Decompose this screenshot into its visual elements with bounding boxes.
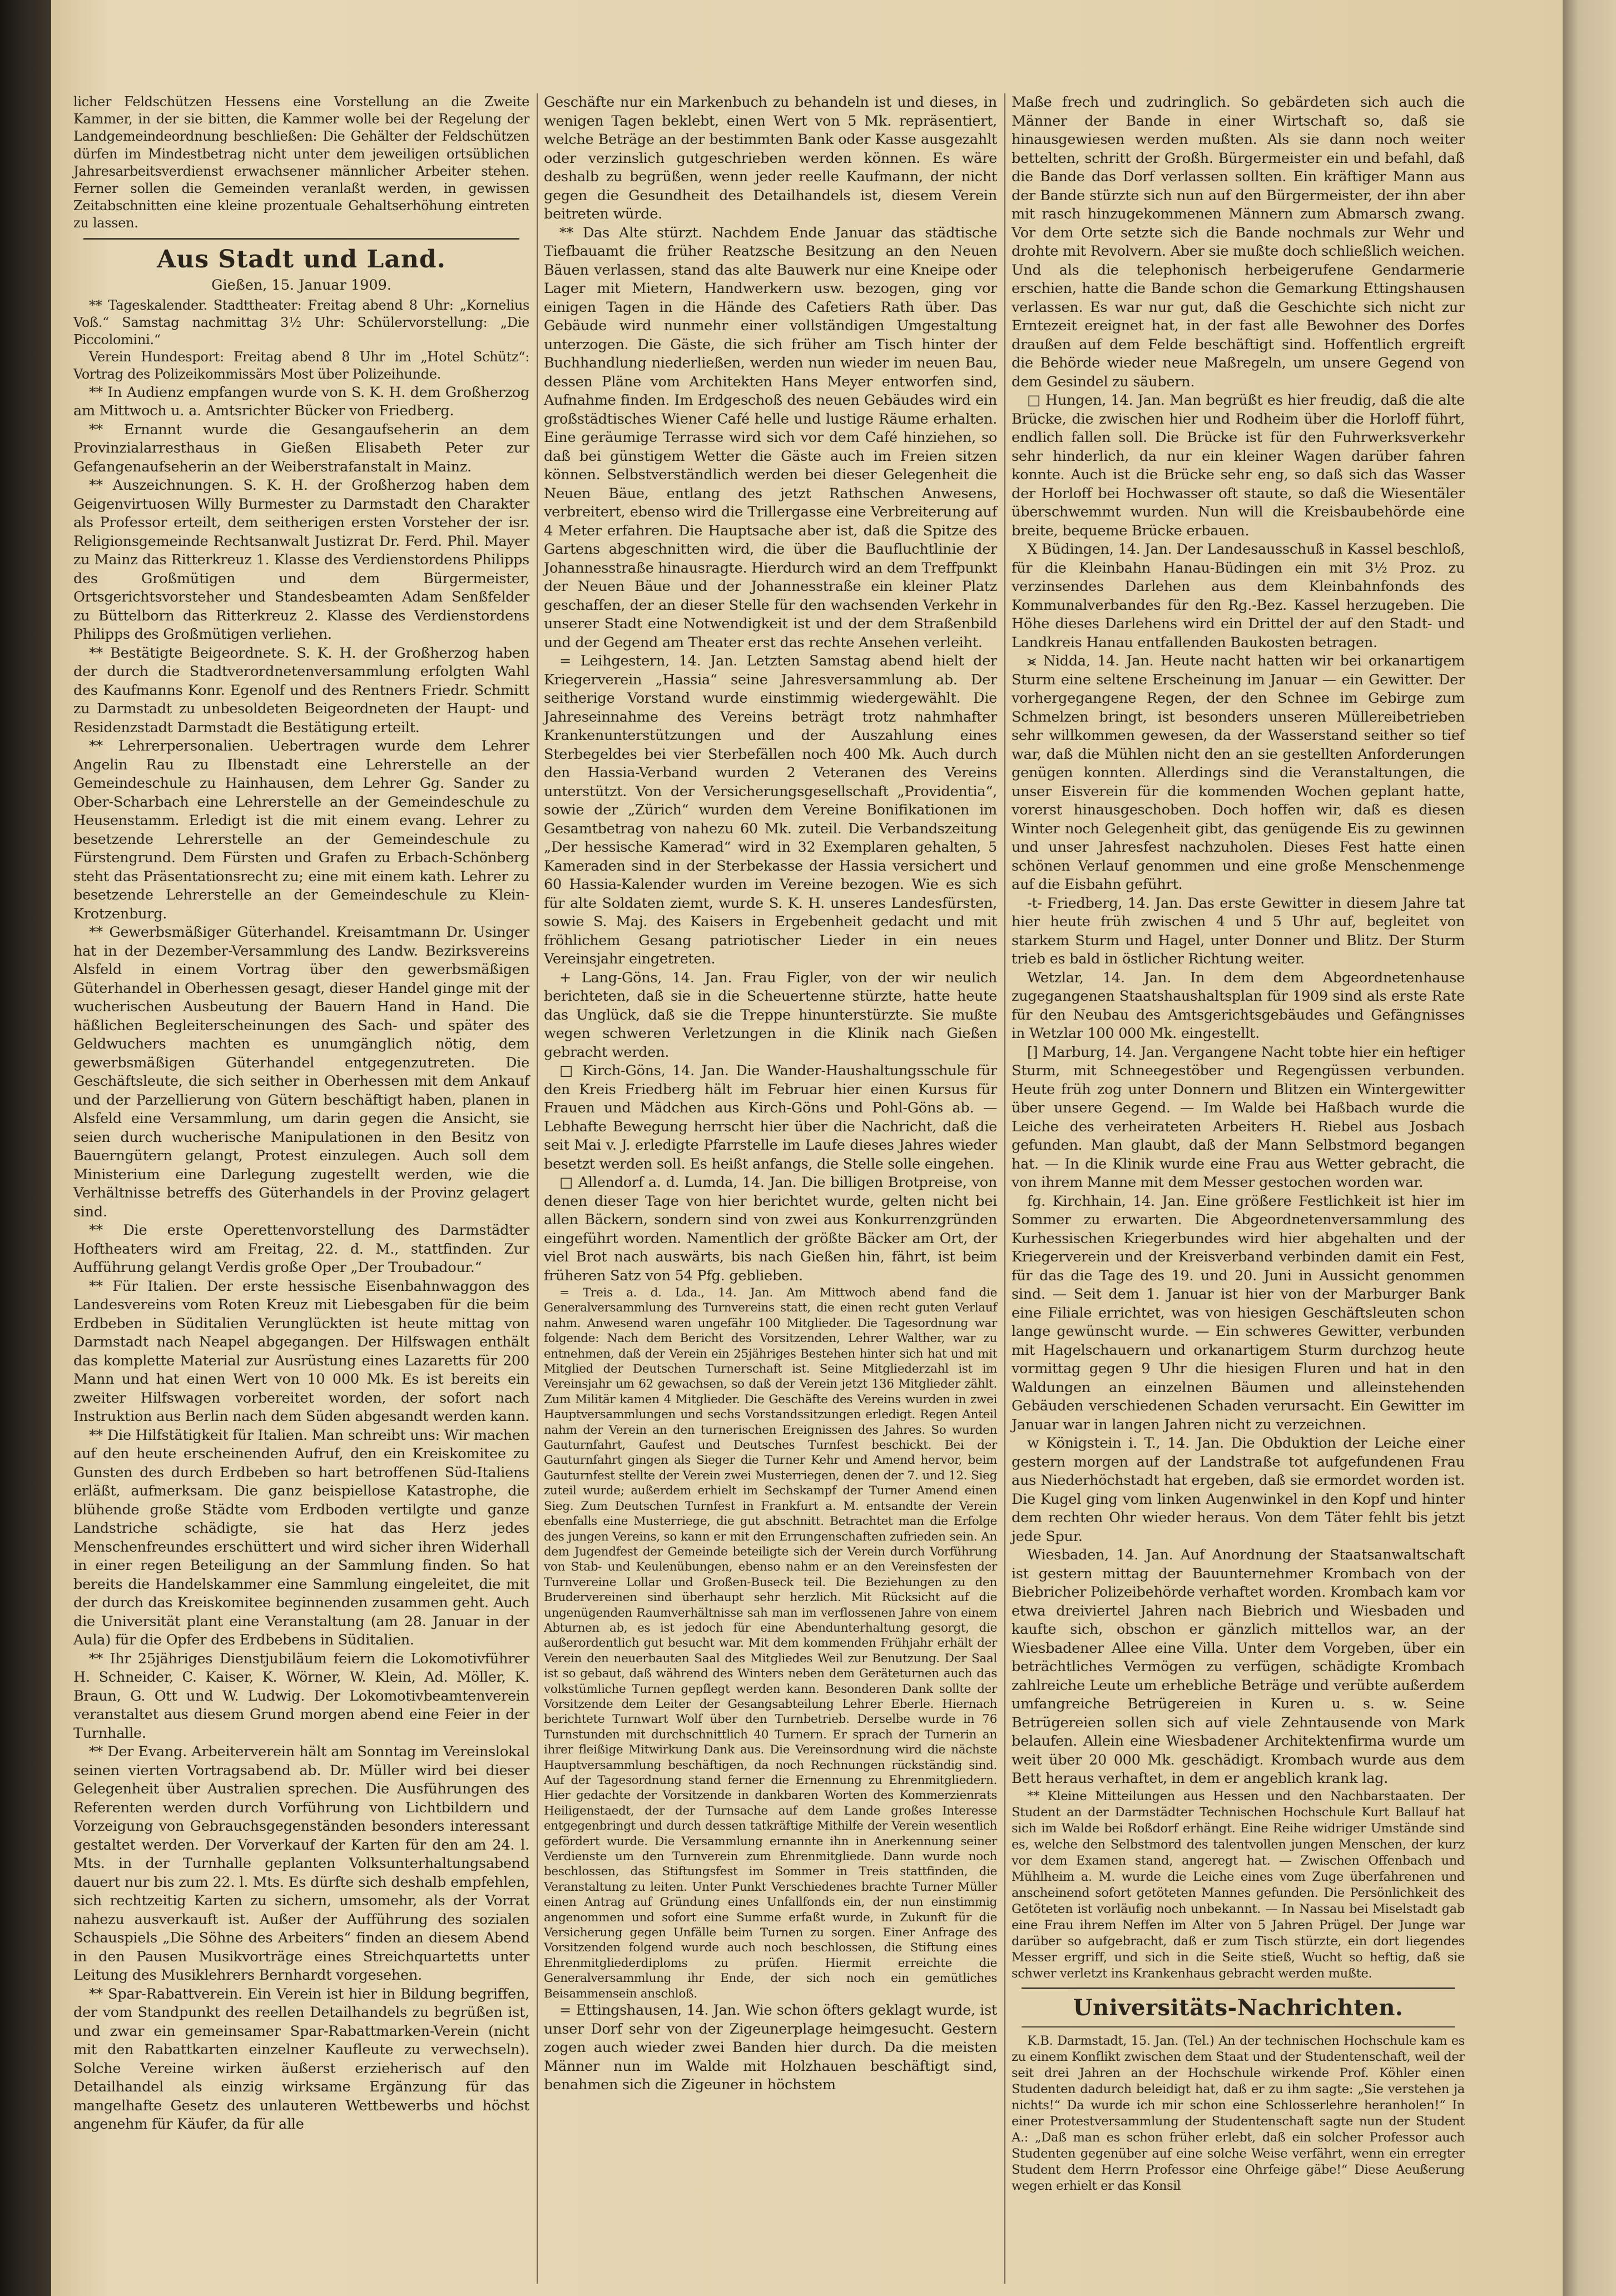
section-divider [1022,1987,1455,1989]
article-paragraph: ⪤ Nidda, 14. Jan. Heute nacht hatten wir bei orkanartigem Sturm eine seltene Erscheinung im Januar — ein Gewitter. Der vorhergegangene Regen, der den Schnee im Gebirge zum Schmelzen bringt, ist besonders unseren Müllereibetrieben sehr willkommen gewesen, da der Wasserstand seither so tief war, daß die Mühlen nicht den an sie gestellten Anforderungen genügen konnten. Allerdings sind die Veranstaltungen, die unser Eisverein für die kommenden Wochen geplant hatte, vorerst hinausgeschoben. Doch hoffen wir, daß es diesen Winter noch Gelegenheit gibt, das genügende Eis zu gewinnen und unser Jahresfest nachzuholen. Dieses Fest hatte einen schönen Verlauf genommen und eine große Menschenmenge auf die Eisbahn geführt. [1012,653,1465,893]
column-3 [1012,93,1465,2194]
article-paragraph: ** Tageskalender. Stadttheater: Freitag abend 8 Uhr: „Kornelius Voß.“ Samstag nachmittag 3½ Uhr: Schülervorstellung: „Die Piccolomini.“ [73,297,529,348]
article-paragraph: ** Für Italien. Der erste hessische Eisenbahnwaggon des Landesvereins vom Roten Kreuz mit Liebesgaben für die beim Erdbeben in Süditalien Verunglückten ist heute mittag von Darmstadt nach Neapel abgegangen. Der Hilfswagen enthält das komplette Material zur Ausrüstung eines Lazaretts für 200 Mann und hat einen Wert von 10 000 Mk. Es ist bereits ein zweiter Hilfswagen vorbereitet worden, der sofort nach Instruktion aus Berlin nach dem Süden abgesandt werden kann. [73,1278,529,1425]
section-divider [83,238,519,240]
article-paragraph: ** Kleine Mitteilungen aus Hessen und den Nachbarstaaten. Der Student an der Darmstädter Technischen Hochschule Kurt Ballauf hat sich im Walde bei Roßdorf erhängt. Eine Reihe widriger Umstände sind es, welche den Selbstmord des talentvollen jungen Menschen, der kurz vor dem Examen stand, angeregt hat. — Zwischen Offenbach und Mühlheim a. M. wurde die Leiche eines vom Zuge überfahrenen und anscheinend sofort getöteten Mannes gefunden. Die Persönlichkeit des Getöteten ist vorläufig noch unbekannt. — In Nassau bei Miselstadt gab eine Frau ihrem Neffen im Alter von 5 Jahren Prügel. Der Junge war darüber so aufgebracht, daß er zum Tisch stürzte, ein dort liegendes Messer ergriff, und sich in die Seite stieß, Wucht so heftig, daß sie schwer verletzt ins Krankenhaus gebracht werden mußte. [1012,1788,1465,1981]
article-paragraph: ** Die erste Operettenvorstellung des Darmstädter Hoftheaters wird am Freitag, 22. d. M., stattfinden. Zur Aufführung gelangt Verdis große Oper „Der Troubadour.“ [73,1222,529,1276]
article-paragraph: ** Gewerbsmäßiger Güterhandel. Kreisamtmann Dr. Usinger hat in der Dezember-Versammlung des Landw. Bezirksvereins Alsfeld in einem Vortrag über den gewerbsmäßigen Güterhandel in Oberhessen gesagt, dieser Handel ginge mit der wucherischen Ausbeutung der Bauern Hand in Hand. Die häßlichen Begleiterscheinungen des Sach- und später des Geldwuchers machten es unumgänglich nötig, dem gewerbsmäßigen Güterhandel entgegenzutreten. Die Geschäftsleute, die sich seither in Oberhessen mit dem Ankauf und der Parzellierung von Gütern beschäftigt haben, planen in Alsfeld eine Versammlung, um darin gegen die Ansicht, sie seien durch wucherische Manipulationen in den Besitz von Bauerngütern gelangt, Protest einzulegen. Auch soll dem Ministerium eine Darlegung zugestellt werden, wie die Verhältnisse betreffs des Güterhandels in der Provinz gelagert sind. [73,924,529,1220]
article-paragraph: ** Bestätigte Beigeordnete. S. K. H. der Großherzog haben der durch die Stadtverordnetenversammlung erfolgten Wahl des Kaufmanns Konr. Egenolf und des Rentners Friedr. Schmitt zu Darmstadt zu unbesoldeten Beigeordneten der Haupt- und Residenzstadt Darmstadt die Bestätigung erteilt. [73,644,529,736]
article-paragraph: + Lang-Göns, 14. Jan. Frau Figler, von der wir neulich berichteten, daß sie in die Scheuertenne stürzte, hatte heute das Unglück, daß sie die Treppe hinunterstürzte. Sie mußte wegen schweren Verletzungen in die Klinik nach Gießen gebracht werden. [544,969,997,1061]
article-paragraph: ** Spar-Rabattverein. Ein Verein ist hier in Bildung begriffen, der vom Standpunkt des reellen Detailhandels zu begrüßen ist, und zwar ein gemeinsamer Spar-Rabattmarken-Verein (nicht mit den Rabattkarten einzelner Kaufleute zu verwechseln). Solche Vereine wirken äußerst erzieherisch auf den Detailhandel als einzig wirksame Ergänzung für das mangelhafte Gesetz des unlauteren Wettbewerbs und höchst angenehm für Käufer, da für alle [73,1985,529,2133]
article-paragraph: ** In Audienz empfangen wurde von S. K. H. dem Großherzog am Mittwoch u. a. Amtsrichter Bücker von Friedberg. [73,384,529,420]
article-paragraph: ** Das Alte stürzt. Nachdem Ende Januar das städtische Tiefbauamt die früher Reatzsche Besitzung an den Neuen Bäuen verlassen, stand das alte Bauwerk nur eine Kneipe oder Lager mit Mietern, Handwerkern usw. bezogen, ging vor einigen Tagen in die Hände des Cafetiers Rath über. Das Gebäude wird nunmehr einer vollständigen Umgestaltung unterzogen. Die Gäste, die sich früher am Tisch hinter der Buchhandlung niederließen, werden nun wieder im neuen Bau, dessen Pläne vom Architekten Hans Meyer entworfen sind, Aufnahme finden. Im Erdgeschoß des neuen Gebäudes wird ein großstädtisches Wiener Café helle und lustige Räume erhalten. Eine geräumige Terrasse wird sich vor dem Café hinziehen, so daß bei günstigem Wetter die Gäste auch im Freien sitzen können. Selbstverständlich werden bei dieser Gelegenheit die Neuen Bäue, entlang des jetzt Rathschen Anwesens, verbreitert, ebenso wird die Trillergasse eine Verbreiterung auf 4 Meter erfahren. Die Hauptsache aber ist, daß die Spitze des Gartens abgeschnitten wird, die über die Baufluchtlinie der Johannesstraße hinausragte. Hierdurch wird an dem Treffpunkt der Neuen Bäue und der Johannesstraße ein kleiner Platz geschaffen, der an dieser Stelle für den wachsenden Verkehr in unserer Stadt eine Notwendigkeit ist und der dem Straßenbild und der Gegend am Theater erst das rechte Ansehen verleiht. [544,224,997,651]
article-paragraph: Maße frech und zudringlich. So gebärdeten sich auch die Männer der Bande in einer Wirtschaft so, daß sie hinausgewiesen werden mußten. Als sie dann noch weiter bettelten, schritt der Großh. Bürgermeister ein und befahl, daß die Bande das Dorf verlassen sollten. Ein kräftiger Mann aus der Bande stürzte sich nun auf den Bürgermeister, der ihn aber mit rasch hinzugekommenen Männern zum Abmarsch zwang. Vor dem Orte setzte sich die Bande nochmals zur Wehr und drohte mit Revolvern. Aber sie mußte doch schließlich weichen. Und als die telephonisch herbeigerufene Gendarmerie erschien, hatte die Bande schon die Gemarkung Ettingshausen verlassen. Es war nur gut, daß die Geschichte sich nicht zur Erntezeit ereignet hat, in der fast alle Bewohner des Dorfes draußen auf dem Felde beschäftigt sind. Hoffentlich ergreift die Behörde wieder neue Maßregeln, um unsere Gegend von dem Gesindel zu säubern. [1012,94,1465,390]
column-1-top-text: licher Feldschützen Hessens eine Vorstellung an die Zweite Kammer, in der sie bitten, die Kammer wolle bei der Regelung der Landgemeindeordnung beschließen: Die Gehälter der Feldschützen dürfen im Mindestbetrag nicht unter dem jeweiligen ortsüblichen Jahresarbeitsverdienst erwachsener männlicher Arbeiter stehen. Ferner sollen die Gemeinden veranlaßt werden, in gewissen Zeitabschnitten eine kleine prozentuale Gehaltserhöhung eintreten zu lassen. [73,94,529,231]
column-rule [1004,93,1005,2284]
article-paragraph: w Königstein i. T., 14. Jan. Die Obduktion der Leiche einer gestern morgen auf der Landstraße tot aufgefundenen Frau aus Niederhöchstadt hat ergeben, daß sie ermordet worden ist. Die Kugel ging vom linken Augenwinkel in den Kopf und hinter dem rechten Ohr wieder heraus. Von dem Täter fehlt bis jetzt jede Spur. [1012,1435,1465,1545]
article-paragraph: = Ettingshausen, 14. Jan. Wie schon öfters geklagt wurde, ist unser Dorf sehr von der Zigeunerplage heimgesucht. Gestern zogen auch wieder zwei Banden hier durch. Da die meisten Männer nun im Walde mit Holzhauen beschäftigt sind, benahmen sich die Zigeuner in höchstem [544,2002,997,2094]
article-paragraph: Verein Hundesport: Freitag abend 8 Uhr im „Hotel Schütz“: Vortrag des Polizeikommissärs Most über Polizeihunde. [73,349,529,382]
article-paragraph: [] Marburg, 14. Jan. Vergangene Nacht tobte hier ein heftiger Sturm, mit Schneegestöber und Regengüssen verbunden. Heute früh zog unter Donnern und Blitzen ein Wintergewitter über unsere Gegend. — Im Walde bei Haßbach wurde die Leiche des verheirateten Arbeiters H. Riebel aus Josbach gefunden. Man glaubt, daß der Mann Selbstmord begangen hat. — In die Klinik wurde eine Frau aus Wetter gebracht, die von ihrem Manne mit dem Messer gestochen worden war. [1012,1043,1465,1191]
article-paragraph: Wiesbaden, 14. Jan. Auf Anordnung der Staatsanwaltschaft ist gestern mittag der Bauunternehmer Krombach von der Biebricher Polizeibehörde verhaftet worden. Krombach kam vor etwa dreiviertel Jahren nach Biebrich und Wiesbaden und kaufte sich, obschon er gänzlich mittellos war, an der Wiesbadener Allee eine Villa. Unter dem Vorgeben, über ein beträchtliches Vermögen zu verfügen, schädigte Krombach zahlreiche Leute um erhebliche Beträge und verübte außerdem umfangreiche Betrügereien in Kuren u. s. w. Seine Betrügereien sollen sich auf viele Zehntausende von Mark belaufen. Allein eine Wiesbadener Architektenfirma wurde um weit über 20 000 Mk. geschädigt. Krombach wurde aus dem Bett heraus verhaftet, in dem er angeblich krank lag. [1012,1547,1465,1787]
column-rule [537,93,538,2284]
article-paragraph: Wetzlar, 14. Jan. In dem dem Abgeordnetenhause zugegangenen Staatshaushaltsplan für 1909 sind als erste Rate für den Neubau des Amtsgerichtsgebäudes und Gefängnisses in Wetzlar 100 000 Mk. eingestellt. [1012,969,1465,1042]
section-heading-aus-stadt-und-land: Aus Stadt und Land. [157,245,446,274]
article-paragraph: □ Kirch-Göns, 14. Jan. Die Wander-Haushaltungsschule für den Kreis Friedberg hält im Februar hier einen Kursus für Frauen und Mädchen aus Kirch-Göns und Pohl-Göns ab. — Lebhafte Bewegung herrscht hier über die Nachricht, daß die seit Mai v. J. erledigte Pfarrstelle im Laufe dieses Jahres wieder besetzt werden soll. Es heißt anfangs, die Stelle solle eingehen. [544,1062,997,1172]
article-paragraph: ** Ernannt wurde die Gesangaufseherin an dem Provinzialarresthaus in Gießen Elisabeth Peter zur Gefangenaufseherin an der Weiberstrafanstalt in Mainz. [73,421,529,475]
article-paragraph: ** Die Hilfstätigkeit für Italien. Man schreibt uns: Wir machen auf den heute erscheinenden Aufruf, den ein Kreiskomitee zu Gunsten des durch Erdbeben so hart betroffenen Süd-Italiens erläßt, aufmerksam. Die ganz beispiellose Katastrophe, die blühende große Städte vom Erdboden vertilgte und ganze Landstriche schädigte, sie hat das Herz jedes Menschenfreundes erschüttert und wird sicher ihren Widerhall in einer regen Beteiligung an der Sammlung finden. So hat bereits die Handelskammer eine Sammlung eingeleitet, die mit der durch das Kreiskomitee beginnenden zusammen geht. Auch die Universität plant eine Veranstaltung (am 28. Januar in der Aula) für die Opfer des Erdbebens in Süditalien. [73,1427,529,1649]
article-paragraph: ** Der Evang. Arbeiterverein hält am Sonntag im Vereinslokal seinen vierten Vortragsabend ab. Dr. Müller wird bei dieser Gelegenheit über Australien sprechen. Die Ausführungen des Referenten werden durch Vorführung von Lichtbildern und Vorzeigung von Gebrauchsgegenständen besonders interessant gestaltet werden. Der Vorverkauf der Karten für den am 24. l. Mts. in der Turnhalle geplanten Volksunterhaltungsabend dauert nur bis zum 22. l. Mts. Es dürfte sich deshalb empfehlen, sich rechtzeitig Karten zu sichern, umsomehr, als der Vorrat nahezu ausverkauft ist. Außer der Aufführung des sozialen Schauspiels „Die Söhne des Arbeiters“ finden an diesem Abend in den Pausen Musikvorträge eines Streichquartetts unter Leitung des Musiklehrers Bernhardt vorgesehen. [73,1743,529,1984]
article-paragraph: □ Hungen, 14. Jan. Man begrüßt es hier freudig, daß die alte Brücke, die zwischen hier und Rodheim über die Horloff führt, endlich fallen soll. Die Brücke ist für den Fuhrwerksverkehr sehr hinderlich, da nur ein kleiner Wagen darüber fahren konnte. Auch ist die Brücke sehr eng, so daß sich das Wasser der Horloff bei Hochwasser oft staute, so daß die Wiesentäler überschwemmt wurden. Nun will die Kreisbaubehörde eine breite, bequeme Brücke erbauen. [1012,392,1465,539]
adjacent-page-edge [1563,0,1616,2296]
article-paragraph: fg. Kirchhain, 14. Jan. Eine größere Festlichkeit ist hier im Sommer zu erwarten. Die Abgeordnetenversammlung des Kurhessischen Kriegerbundes wird hier abgehalten und der Kriegerverein und der Kreisverband verbinden damit ein Fest, für das die Tage des 19. und 20. Juni in Aussicht genommen sind. — Seit dem 1. Januar ist hier von der Marburger Bank eine Filiale errichtet, was von hiesigen Geschäftsleuten schon lange gewünscht wurde. — Ein schweres Gewitter, verbunden mit Hagelschauern und orkanartigem Sturm durchzog heute vormittag gegen 9 Uhr die hiesigen Fluren und hat in den Waldungen an einzelnen Bäumen und alleinstehenden Gebäuden verschiedenen Schaden verursacht. Ein Gewitter im Januar war in langen Jahren nicht zu verzeichnen. [1012,1192,1465,1433]
scan-border-left [0,0,51,2296]
article-paragraph: X Büdingen, 14. Jan. Der Landesausschuß in Kassel beschloß, für die Kleinbahn Hanau-Büdingen ein mit 3½ Proz. zu verzinsendes Darlehen aus dem Kleinbahnfonds des Kommunalverbandes für den Rg.-Bez. Kassel herzugeben. Die Höhe dieses Darlehens wird ein Drittel der auf den Stadt- und Landkreis Hanau entfallenden Baukosten betragen. [1012,541,1465,651]
article-paragraph: = Treis a. d. Lda., 14. Jan. Am Mittwoch abend fand die Generalversammlung des Turnvereins statt, die einen recht guten Verlauf nahm. Anwesend waren ungefähr 100 Mitglieder. Die Tagesordnung war folgende: Nach dem Bericht des Vorsitzenden, Lehrer Walther, war zu entnehmen, daß der Verein ein 25jähriges Bestehen hinter sich hat und mit Mitglied der Deutschen Turnerschaft ist. Seine Mitgliederzahl ist im Vereinsjahr um 62 gewachsen, so daß der Verein jetzt 136 Mitglieder zählt. Zum Militär kamen 4 Mitglieder. Die Geschäfte des Vereins wurden in zwei Hauptversammlungen und sechs Vorstandssitzungen erledigt. Regen Anteil nahm der Verein an den turnerischen Ereignissen des Jahres. So wurden Gauturnfahrt, Gaufest und Deutsches Turnfest beschickt. Bei der Gauturnfahrt gingen als Sieger die Turner Kehr und Amend hervor, beim Gauturnfest stellte der Verein zwei Musterriegen, denen der 7. und 12. Sieg zuteil wurde; außerdem erhielt im Sechskampf der Turner Amend einen Sieg. Zum Deutschen Turnfest in Frankfurt a. M. entsandte der Verein ebenfalls eine Musterriege, die gut abschnitt. Betrachtet man die Erfolge des jungen Vereins, so kann er mit den Errungenschaften zufrieden sein. An dem Jugendfest der Gemeinde beteiligte sich der Verein durch Vorführung von Stab- und Keulenübungen, ebenso nahm er an den Vereinsfesten der Turnvereine Lollar und Großen-Buseck teil. Die Beziehungen zu den Brudervereinen sind überhaupt sehr herzlich. Mit Rücksicht auf die ungenügenden Raumverhältnisse sah man im verflossenen Jahre von einem Abturnen ab, es ist jedoch für eine Abendunterhaltung gesorgt, die außerordentlich gut besucht war. Mit dem kommenden Frühjahr erhält der Verein den neuerbauten Saal des Mitgliedes Weil zur Benutzung. Der Saal ist so gebaut, daß während des Winters neben dem Geräteturnen auch das volkstümliche Turnen gepflegt werden kann. Besonderen Dank sollte der Vorsitzende dem Leiter der Gesangsabteilung Lehrer Eberle. Hiernach berichtete Turnwart Wolf über den Turnbetrieb. Derselbe wurde in 76 Turnstunden mit durchschnittlich 40 Turnern. Er sprach der Turnerin an ihrer fleißige Mitwirkung Dank aus. Die Vereinsordnung wird die nächste Hauptversammlung beschäftigen, da noch Rechnungen rückständig sind. Auf der Tagesordnung stand ferner die Ernennung zu Ehrenmitgliedern. Hier gedachte der Vorsitzende in dankbaren Worten des Kommerzienrats Heiligenstaedt, der der Turnsache auf dem Lande großes Interesse entgegenbringt und durch dessen tatkräftige Mithilfe der Verein wesentlich gefördert wurde. Die Versammlung ernannte ihn in Anerkennung seiner Verdienste um den Turnverein zum Ehrenmitgliede. Dann wurde noch beschlossen, das Stiftungsfest im Sommer in Treis stattfinden, die Veranstaltung zu leiten. Unter Punkt Verschiedenes brachte Turner Müller einen Antrag auf Gründung eines Unfallfonds ein, der nun einstimmig angenommen und sofort eine Summe erfaßt wurde, in Zukunft für die Versicherung gegen Unfälle beim Turnen zu sorgen. Einer Anfrage des Vorsitzenden folgend wurde auch noch beschlossen, die Stiftung eines Ehrenmitgliederdiploms zu prüfen. Hiermit erreichte die Generalversammlung ihr Ende, der sich noch ein gemütliches Beisammensein anschloß. [544,1286,997,2001]
section-divider [1022,2026,1455,2027]
article-paragraph: -t- Friedberg, 14. Jan. Das erste Gewitter in diesem Jahre tat hier heute früh zwischen 4 und 5 Uhr auf, begleitet von starkem Sturm und Hagel, unter Donner und Blitz. Der Sturm trieb es bald in östlicher Richtung weiter. [1012,894,1465,967]
article-paragraph: ** Auszeichnungen. S. K. H. der Großherzog haben dem Geigenvirtuosen Willy Burmester zu Darmstadt den Charakter als Professor erteilt, dem seitherigen ersten Vorsteher der isr. Religionsgemeinde Rechtsanwalt Justizrat Dr. Ferd. Phil. Mayer zu Mainz das Ritterkreuz 1. Klasse des Verdienstordens Philipps des Großmütigen und dem Bürgermeister, Ortsgerichtsvorsteher und Standesbeamten Adam Senßfelder zu Büttelborn das Ritterkreuz 2. Klasse des Verdienstordens Philipps des Großmütigen verliehen. [73,477,529,643]
article-paragraph: ** Ihr 25jähriges Dienstjubiläum feiern die Lokomotivführer H. Schneider, C. Kaiser, K. Wörner, W. Klein, Ad. Möller, K. Braun, G. Ott und W. Ludwig. Der Lokomotivbeamtenverein veranstaltet aus diesem Grund morgen abend eine Feier in der Turnhalle. [73,1650,529,1742]
article-paragraph: ** Lehrerpersonalien. Uebertragen wurde dem Lehrer Angelin Rau zu Ilbenstadt eine Lehrerstelle an der Gemeindeschule zu Hainhausen, dem Lehrer Gg. Sander zu Ober-Scharbach eine Lehrerstelle an der Gemeindeschule zu Heusenstamm. Erledigt ist die mit einem evang. Lehrer zu besetzende Lehrerstelle an der Gemeindeschule zu Fürstengrund. Dem Fürsten und Grafen zu Erbach-Schönberg steht das Präsentationsrecht zu; eine mit einem kath. Lehrer zu besetzende Lehrerstelle an der Gemeindeschule zu Klein-Krotzenburg. [73,738,529,922]
article-paragraph: □ Allendorf a. d. Lumda, 14. Jan. Die billigen Brotpreise, von denen dieser Tage von hier berichtet wurde, gelten nicht bei allen Bäckern, sondern sind von zwei aus Konkurrenzgründen eingeführt worden. Namentlich der größte Bäcker am Ort, der viel Brot nach auswärts, bis nach Gießen hin, fährt, ist beim früheren Satz von 54 Pfg. geblieben. [544,1174,997,1284]
section-heading-universitaets-nachrichten: Universitäts-Nachrichten. [1073,1994,1404,2021]
article-paragraph: K.B. Darmstadt, 15. Jan. (Tel.) An der technischen Hochschule kam es zu einem Konflikt zwischen dem Staat und der Studentenschaft, weil der seit drei Jahren an der Hochschule wirkende Prof. Köhler einen Studenten dadurch beleidigt hat, daß er zu ihm sagte: „Sie verstehen ja nichts!“ Da wurde ich mir schon eine Schlosserlehre heranholen!“ In einer Protestversammlung der Studentenschaft sagte nun der Student A.: „Daß man es schon früher erlebt, daß ein solcher Professor auch Studenten gegenüber auf eine solche Weise verfährt, wenn ein erregter Student dem Herrn Professor eine Ohrfeige gäbe!“ Diese Aeußerung wegen erhielt er das Konsil [1012,2033,1465,2193]
dateline: Gießen, 15. Januar 1909. [211,276,391,294]
article-paragraph: = Leihgestern, 14. Jan. Letzten Samstag abend hielt der Kriegerverein „Hassia“ seine Jahresversammlung ab. Der seitherige Vorstand wurde einstimmig wiedergewählt. Die Jahreseinnahme des Vereins beträgt trotz nahmhafter Krankenunterstützungen und der Auszahlung eines Sterbegeldes bei vier Sterbefällen noch 400 Mk. Auch durch den Hassia-Verband wurden 2 Veteranen des Vereins unterstützt. Von der Versicherungsgesellschaft „Providentia“, sowie der „Zürich“ wurden dem Vereine Bonifikationen im Gesamtbetrag von nahezu 60 Mk. zuteil. Die Verbandszeitung „Der hessische Kamerad“ wird in 32 Exemplaren gehalten, 5 Kameraden sind in der Sterbekasse der Hassia versichert und 60 Hassia-Kalender wurden im Vereine bezogen. Wie es sich für alte Soldaten ziemt, wurde S. K. H. unseres Landesfürsten, sowie S. Maj. des Kaisers in Ergebenheit gedacht und mit fröhlichem Gesang patriotischer Lieder in ein neues Vereinsjahr eingetreten. [544,653,997,967]
column-1 [73,93,529,2134]
article-paragraph: Geschäfte nur ein Markenbuch zu behandeln ist und dieses, in wenigen Tagen beklebt, einen Wert von 5 Mk. repräsentiert, welche Beträge an der bestimmten Bank oder Kasse ausgezahlt oder verzinslich gutgeschrieben werden können. Es wäre deshalb zu begrüßen, wenn jeder reelle Kaufmann, der nicht gegen die Gesundheit des Detailhandels ist, diesem Verein beitreten würde. [544,94,997,222]
column-2 [544,93,997,2095]
newspaper-page [51,0,1563,2296]
